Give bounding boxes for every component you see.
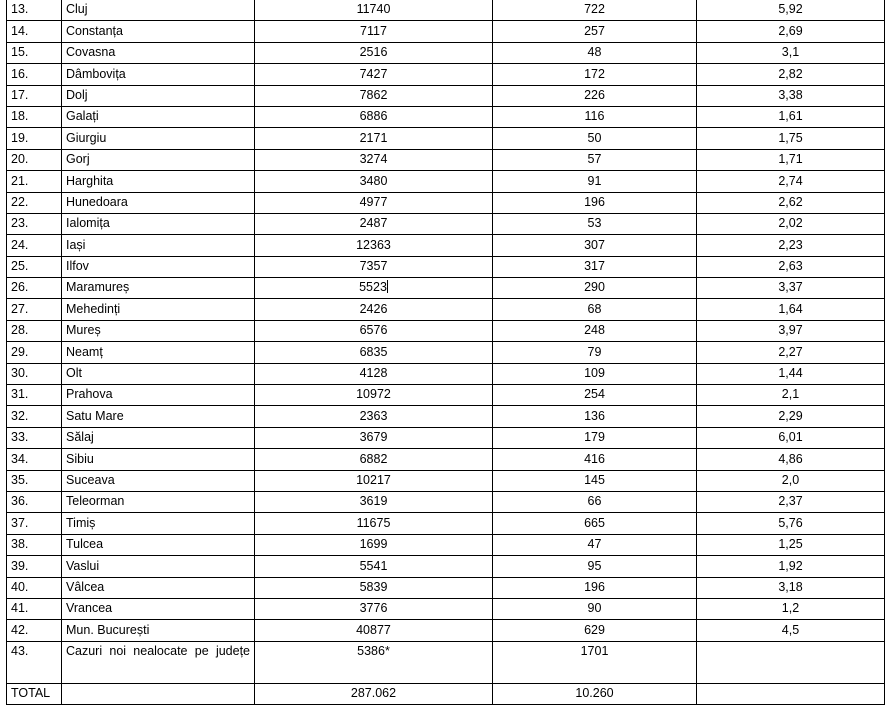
row-deaths: 290: [493, 278, 697, 299]
table-row: [7, 85, 885, 106]
row-deaths: 47: [493, 534, 697, 555]
row-deaths: 307: [493, 235, 697, 256]
cases-by-county-table: [6, 0, 885, 705]
table-row: [7, 0, 885, 21]
row-county: Ilfov: [62, 256, 255, 277]
table-row: [7, 342, 885, 363]
row-incidence: 3,97: [697, 320, 885, 341]
row-cases: 2363: [255, 406, 493, 427]
row-cases: 2426: [255, 299, 493, 320]
row-cases: 3776: [255, 598, 493, 619]
row-deaths: 48: [493, 42, 697, 63]
row-index: 37.: [7, 513, 62, 534]
row-incidence: 2,82: [697, 64, 885, 85]
table-row: [7, 320, 885, 341]
row-incidence: 1,2: [697, 598, 885, 619]
total-label: TOTAL: [7, 683, 62, 704]
row-index: 18.: [7, 106, 62, 127]
table-row: [7, 534, 885, 555]
row-index: 32.: [7, 406, 62, 427]
table-row: [7, 406, 885, 427]
row-incidence: 3,1: [697, 42, 885, 63]
row-deaths: 50: [493, 128, 697, 149]
row-incidence: 5,92: [697, 0, 885, 21]
row-county: Vâlcea: [62, 577, 255, 598]
row-cases: 5386*: [255, 641, 493, 683]
row-county: Sibiu: [62, 449, 255, 470]
row-county: Gorj: [62, 149, 255, 170]
row-county: Satu Mare: [62, 406, 255, 427]
row-deaths: 629: [493, 620, 697, 641]
row-incidence: 1,92: [697, 556, 885, 577]
row-deaths: 79: [493, 342, 697, 363]
row-deaths: 116: [493, 106, 697, 127]
row-incidence: 2,74: [697, 171, 885, 192]
row-cases: 1699: [255, 534, 493, 555]
row-deaths: 66: [493, 491, 697, 512]
row-county: Mureș: [62, 320, 255, 341]
row-incidence: 1,71: [697, 149, 885, 170]
row-county: Olt: [62, 363, 255, 384]
row-deaths: 416: [493, 449, 697, 470]
row-county: Teleorman: [62, 491, 255, 512]
row-deaths: 257: [493, 21, 697, 42]
row-county: Suceava: [62, 470, 255, 491]
row-deaths: 109: [493, 363, 697, 384]
row-county: Covasna: [62, 42, 255, 63]
row-index: 26.: [7, 278, 62, 299]
table-row: [7, 449, 885, 470]
row-deaths: 179: [493, 427, 697, 448]
row-index: 27.: [7, 299, 62, 320]
table-row: [7, 278, 885, 299]
table-row: [7, 149, 885, 170]
row-incidence: 1,44: [697, 363, 885, 384]
row-cases: 7427: [255, 64, 493, 85]
table-row: [7, 128, 885, 149]
row-county: Mun. București: [62, 620, 255, 641]
row-cases: 5839: [255, 577, 493, 598]
row-county: Vaslui: [62, 556, 255, 577]
row-deaths: 196: [493, 577, 697, 598]
table-row: [7, 235, 885, 256]
row-index: 30.: [7, 363, 62, 384]
row-incidence: 3,18: [697, 577, 885, 598]
row-index: 29.: [7, 342, 62, 363]
row-incidence: 2,0: [697, 470, 885, 491]
table-row: [7, 192, 885, 213]
row-incidence: 2,27: [697, 342, 885, 363]
text-cursor: [387, 280, 388, 293]
row-cases: 3679: [255, 427, 493, 448]
row-cases: 6882: [255, 449, 493, 470]
row-index: 21.: [7, 171, 62, 192]
row-index: 20.: [7, 149, 62, 170]
row-county: Galați: [62, 106, 255, 127]
table-row: [7, 256, 885, 277]
row-county: Ialomița: [62, 213, 255, 234]
row-incidence: 5,76: [697, 513, 885, 534]
row-index: 38.: [7, 534, 62, 555]
row-index: 17.: [7, 85, 62, 106]
row-index: 34.: [7, 449, 62, 470]
row-county: Dolj: [62, 85, 255, 106]
row-county: Cluj: [62, 0, 255, 21]
row-incidence: 1,75: [697, 128, 885, 149]
row-cases: 10217: [255, 470, 493, 491]
table-row: [7, 64, 885, 85]
row-cases: 10972: [255, 385, 493, 406]
table-row: [7, 42, 885, 63]
row-cases: 3619: [255, 491, 493, 512]
table-row: [7, 299, 885, 320]
row-county: Maramureș: [62, 278, 255, 299]
row-cases: 11740: [255, 0, 493, 21]
table-row: [7, 620, 885, 641]
row-incidence: 3,37: [697, 278, 885, 299]
row-cases: 12363: [255, 235, 493, 256]
row-incidence: 1,61: [697, 106, 885, 127]
table-row: [7, 385, 885, 406]
row-county: Harghita: [62, 171, 255, 192]
table-row: [7, 106, 885, 127]
row-deaths: 145: [493, 470, 697, 491]
table-row: [7, 213, 885, 234]
row-county: Iași: [62, 235, 255, 256]
table-row-total: [7, 683, 885, 704]
row-index: 43.: [7, 641, 62, 683]
row-incidence: 2,23: [697, 235, 885, 256]
row-cases: 6886: [255, 106, 493, 127]
row-deaths: 196: [493, 192, 697, 213]
row-cases: 2171: [255, 128, 493, 149]
row-deaths: 91: [493, 171, 697, 192]
total-incidence: [697, 683, 885, 704]
total-county: [62, 683, 255, 704]
row-index: 13.: [7, 0, 62, 21]
row-deaths: 90: [493, 598, 697, 619]
row-index: 35.: [7, 470, 62, 491]
table-row: [7, 491, 885, 512]
row-index: 31.: [7, 385, 62, 406]
row-county: Neamț: [62, 342, 255, 363]
row-index: 39.: [7, 556, 62, 577]
row-county: Vrancea: [62, 598, 255, 619]
row-deaths: 317: [493, 256, 697, 277]
row-cases: 6835: [255, 342, 493, 363]
row-county: Mehedinți: [62, 299, 255, 320]
row-deaths: 68: [493, 299, 697, 320]
row-index: 16.: [7, 64, 62, 85]
row-cases: 3480: [255, 171, 493, 192]
row-county: Giurgiu: [62, 128, 255, 149]
row-incidence: 2,62: [697, 192, 885, 213]
row-deaths: 57: [493, 149, 697, 170]
row-county: Sălaj: [62, 427, 255, 448]
row-deaths: 1701: [493, 641, 697, 683]
row-cases: 3274: [255, 149, 493, 170]
table-body: [7, 0, 885, 705]
row-index: 33.: [7, 427, 62, 448]
row-index: 24.: [7, 235, 62, 256]
row-deaths: 722: [493, 0, 697, 21]
row-cases: 7117: [255, 21, 493, 42]
table-row: [7, 577, 885, 598]
table-row: [7, 363, 885, 384]
row-incidence: 2,02: [697, 213, 885, 234]
table-row: [7, 427, 885, 448]
row-deaths: 53: [493, 213, 697, 234]
row-incidence: 1,64: [697, 299, 885, 320]
row-incidence: 3,38: [697, 85, 885, 106]
table-row: [7, 470, 885, 491]
row-county: Tulcea: [62, 534, 255, 555]
row-cases: 6576: [255, 320, 493, 341]
row-index: 41.: [7, 598, 62, 619]
table-row: [7, 598, 885, 619]
row-deaths: 226: [493, 85, 697, 106]
row-cases: 11675: [255, 513, 493, 534]
row-incidence: 1,25: [697, 534, 885, 555]
row-index: 28.: [7, 320, 62, 341]
row-deaths: 136: [493, 406, 697, 427]
row-index: 40.: [7, 577, 62, 598]
row-deaths: 254: [493, 385, 697, 406]
row-county: Constanța: [62, 21, 255, 42]
row-cases: 4128: [255, 363, 493, 384]
row-index: 19.: [7, 128, 62, 149]
row-incidence: 4,86: [697, 449, 885, 470]
table-row-unallocated: [7, 641, 885, 683]
row-deaths: 95: [493, 556, 697, 577]
table-row: [7, 171, 885, 192]
table-row: [7, 556, 885, 577]
row-deaths: 248: [493, 320, 697, 341]
row-deaths: 172: [493, 64, 697, 85]
row-incidence: 2,1: [697, 385, 885, 406]
row-index: 15.: [7, 42, 62, 63]
row-county: Dâmbovița: [62, 64, 255, 85]
row-cases: 7862: [255, 85, 493, 106]
row-incidence: [697, 641, 885, 683]
row-label-unallocated: Cazuri noi nealocate pe județe: [62, 641, 255, 683]
row-index: 36.: [7, 491, 62, 512]
row-incidence: 6,01: [697, 427, 885, 448]
row-index: 25.: [7, 256, 62, 277]
row-cases: 2487: [255, 213, 493, 234]
row-cases: 5523: [255, 278, 493, 299]
row-incidence: 4,5: [697, 620, 885, 641]
row-index: 42.: [7, 620, 62, 641]
row-county: Hunedoara: [62, 192, 255, 213]
row-index: 22.: [7, 192, 62, 213]
row-index: 14.: [7, 21, 62, 42]
row-cases: 5541: [255, 556, 493, 577]
row-cases: 7357: [255, 256, 493, 277]
row-index: 23.: [7, 213, 62, 234]
row-cases: 40877: [255, 620, 493, 641]
row-incidence: 2,37: [697, 491, 885, 512]
row-incidence: 2,29: [697, 406, 885, 427]
row-county: Prahova: [62, 385, 255, 406]
total-cases: 287.062: [255, 683, 493, 704]
table-row: [7, 513, 885, 534]
row-incidence: 2,69: [697, 21, 885, 42]
row-incidence: 2,63: [697, 256, 885, 277]
row-county: Timiș: [62, 513, 255, 534]
row-cases: 2516: [255, 42, 493, 63]
table-row: [7, 21, 885, 42]
total-deaths: 10.260: [493, 683, 697, 704]
row-cases: 4977: [255, 192, 493, 213]
row-deaths: 665: [493, 513, 697, 534]
